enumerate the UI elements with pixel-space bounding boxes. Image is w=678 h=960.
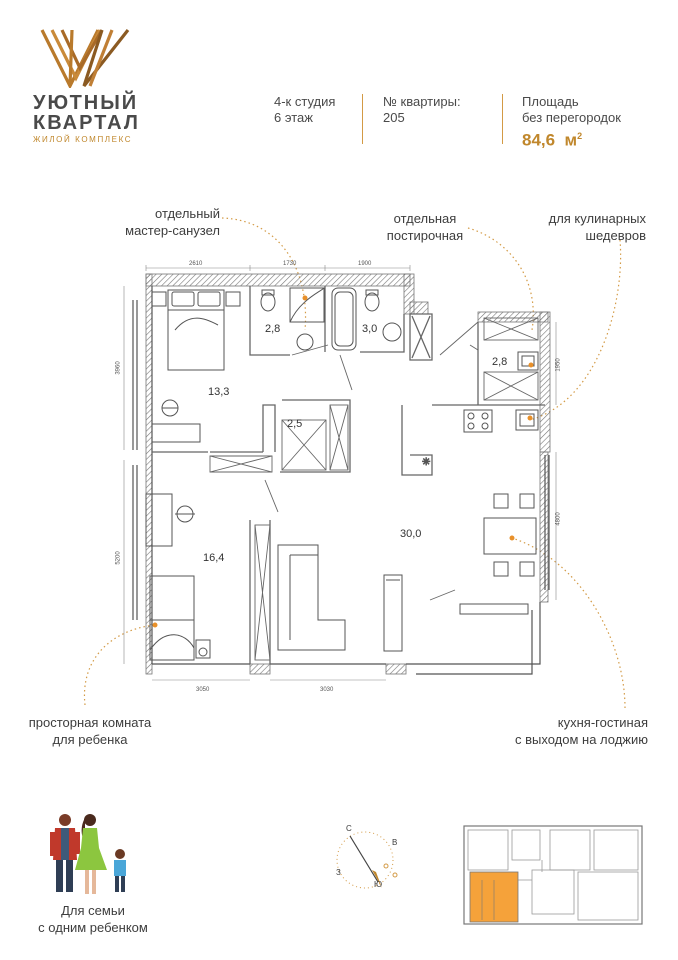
callout-culinary: для кулинарных шедевров xyxy=(548,211,646,243)
room-area-kids: 16,4 xyxy=(203,552,225,564)
compass-south: Ю xyxy=(374,880,383,889)
dim-right-1: 1950 xyxy=(555,358,562,372)
compass-north: С xyxy=(346,824,352,833)
callout-living-room: кухня-гостиная с выходом на лоджию xyxy=(514,715,648,747)
room-area-bedroom: 13,3 xyxy=(208,386,230,398)
dining-set xyxy=(484,494,536,576)
room-area-bath2: 3,0 xyxy=(362,323,378,335)
dim-left-1: 3960 xyxy=(115,361,122,375)
wall-lines xyxy=(133,286,549,674)
laundry-fixtures xyxy=(518,352,538,370)
floor-key-plan xyxy=(458,820,658,930)
callout-kids-room: просторная комната для ребенка xyxy=(28,715,152,747)
kids-furniture xyxy=(146,494,210,660)
compass-icon xyxy=(320,820,410,900)
bedroom-furniture xyxy=(152,290,240,442)
room-area-closet: 2,5 xyxy=(287,418,303,430)
brand-name-line1: УЮТНЫЙ xyxy=(33,92,139,114)
dim-left-2: 5200 xyxy=(115,551,122,565)
bathroom-fixtures xyxy=(261,288,401,350)
room-area-laundry: 2,8 xyxy=(492,356,508,368)
compass xyxy=(320,820,410,900)
apartment-number-label: № квартиры: xyxy=(383,94,461,109)
dim-bottom-1: 3050 xyxy=(196,687,210,693)
family-caption: Для семьи с одним ребенком xyxy=(38,903,148,935)
floor-label: 6 этаж xyxy=(274,110,313,125)
kitchen-fixtures xyxy=(422,410,538,468)
room-area-living: 30,0 xyxy=(400,528,422,540)
interior-walls xyxy=(152,286,545,664)
dim-top-1: 2610 xyxy=(189,261,203,267)
svg-text:✳: ✳ xyxy=(422,457,431,468)
brand-subtitle: ЖИЛОЙ КОМПЛЕКС xyxy=(33,135,133,144)
compass-east: В xyxy=(392,838,398,847)
callout-laundry: отдельная постирочная xyxy=(386,211,464,243)
living-furniture xyxy=(278,545,528,651)
compass-west: З xyxy=(336,868,341,877)
family-icon xyxy=(45,812,135,898)
apartment-number-value: 205 xyxy=(383,110,405,125)
dim-right-2: 4800 xyxy=(555,512,562,526)
dim-bottom-2: 3030 xyxy=(320,687,334,693)
brand-name-line2: КВАРТАЛ xyxy=(33,112,140,134)
dim-top-2: 1730 xyxy=(283,261,297,267)
wardrobes xyxy=(255,318,538,660)
area-label-line2: без перегородок xyxy=(522,110,621,125)
area-label-line1: Площадь xyxy=(522,94,579,109)
area-value: 84,6 $м^2$ xyxy=(522,130,583,150)
callout-master-bath: отдельный мастер-санузел xyxy=(125,206,220,238)
apartment-type-label: 4-к студия xyxy=(274,94,336,109)
room-area-bath1: 2,8 xyxy=(265,323,281,335)
dim-top-3: 1900 xyxy=(358,261,372,267)
